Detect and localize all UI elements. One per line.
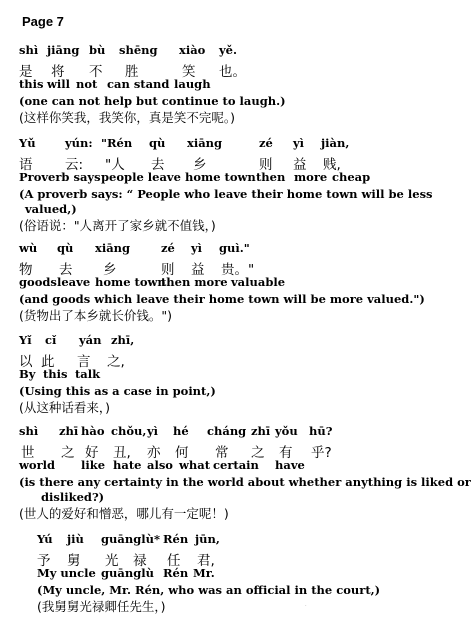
- hanzi-char: 则: [161, 262, 175, 278]
- hanzi-char: 益: [293, 157, 307, 173]
- pinyin-line: [19, 136, 419, 153]
- hanzi-char: 好: [85, 445, 99, 461]
- pinyin-line: [37, 532, 437, 549]
- gloss-word: goods: [19, 275, 57, 289]
- pinyin-line: [19, 424, 419, 441]
- pinyin-word: yì: [191, 241, 203, 255]
- gloss-line: [19, 458, 419, 475]
- pinyin-word: yì: [147, 424, 159, 438]
- pinyin-word: qù: [57, 241, 74, 255]
- english-translation: (Using this as a case in point,): [19, 384, 216, 398]
- hanzi-char: 有: [279, 445, 293, 461]
- gloss-word: Mr.: [193, 566, 215, 580]
- gloss-line: [19, 170, 419, 187]
- gloss-word: not: [76, 77, 98, 91]
- chinese-paraphrase: (货物出了本乡就长价钱。"): [19, 308, 173, 323]
- pinyin-word: zhī: [59, 424, 79, 438]
- pinyin-word: hé: [173, 424, 189, 438]
- hanzi-char: "人: [105, 157, 125, 173]
- sentence-block-1: [19, 43, 419, 126]
- chinese-paraphrase: (从这种话看来，): [19, 400, 111, 415]
- hanzi-char: 贱,: [323, 157, 341, 173]
- hanzi-char: 禄: [133, 553, 147, 569]
- pinyin-word: jiù: [67, 532, 84, 546]
- gloss-word: can stand: [107, 77, 170, 91]
- pinyin-word: zhī: [251, 424, 271, 438]
- hanzi-char: 予: [37, 553, 51, 569]
- gloss-word: My uncle: [37, 566, 96, 580]
- hanzi-char: 之: [61, 445, 75, 461]
- gloss-line: [19, 367, 419, 384]
- pinyin-word: qù: [149, 136, 166, 150]
- pinyin-word: xiāng: [95, 241, 131, 255]
- hanzi-char: 以: [19, 354, 33, 370]
- hanzi-line: [19, 153, 419, 173]
- hanzi-line: [19, 258, 419, 278]
- hanzi-line: [37, 549, 437, 569]
- pinyin-word: guì.": [219, 241, 250, 255]
- hanzi-char: 云:: [65, 157, 84, 173]
- gloss-word: home town: [185, 170, 256, 184]
- pinyin-word: yán: [79, 333, 102, 347]
- scan-mark: ·: [305, 603, 307, 609]
- pinyin-word: shì: [19, 43, 39, 57]
- sentence-block-3: [19, 241, 425, 324]
- pinyin-word: zé: [161, 241, 175, 255]
- gloss-word: also: [147, 458, 173, 472]
- gloss-word: then more: [161, 275, 228, 289]
- gloss-line: [37, 566, 437, 583]
- pinyin-word: jūn,: [195, 532, 220, 546]
- hanzi-char: 何: [175, 445, 189, 461]
- pinyin-word: yǒu: [275, 424, 298, 438]
- pinyin-word: "Rén: [101, 136, 133, 150]
- english-translation-continued: valued,): [25, 202, 77, 216]
- gloss-word: hate: [113, 458, 142, 472]
- pinyin-word: jiàn,: [321, 136, 350, 150]
- gloss-word: talk: [75, 367, 101, 381]
- hanzi-char: 物: [19, 262, 33, 278]
- gloss-word: cheap: [332, 170, 371, 184]
- gloss-word: will: [47, 77, 71, 91]
- hanzi-char: 胜: [125, 64, 139, 80]
- hanzi-char: 言: [77, 354, 91, 370]
- hanzi-char: 去: [59, 262, 73, 278]
- pinyin-word: xiào: [179, 43, 206, 57]
- pinyin-word: wù: [19, 241, 38, 255]
- pinyin-word: hào: [81, 424, 105, 438]
- pinyin-word: Yǔ: [19, 136, 36, 150]
- pinyin-word: zhī,: [111, 333, 135, 347]
- hanzi-char: 舅: [67, 553, 81, 569]
- pinyin-word: zé: [259, 136, 273, 150]
- hanzi-char: 将: [51, 64, 65, 80]
- gloss-word: laugh: [174, 77, 211, 91]
- pinyin-word: cǐ: [45, 333, 57, 347]
- hanzi-char: 是: [19, 64, 33, 80]
- hanzi-char: 贵。": [221, 262, 255, 278]
- gloss-word: world: [19, 458, 56, 472]
- pinyin-word: chǒu,: [111, 424, 147, 438]
- pinyin-line: [19, 333, 419, 350]
- hanzi-char: 益: [191, 262, 205, 278]
- pinyin-word: shēng: [119, 43, 158, 57]
- hanzi-char: 亦: [147, 445, 161, 461]
- pinyin-line: [19, 43, 419, 60]
- chinese-paraphrase: (这样你笑我，我笑你，真是笑不完呢。): [19, 110, 236, 125]
- hanzi-char: 笑: [182, 64, 196, 80]
- gloss-word: then: [256, 170, 286, 184]
- english-translation: (A proverb says: “ People who leave their home town will be less: [19, 187, 433, 201]
- hanzi-line: [19, 441, 419, 461]
- sentence-block-5: [19, 424, 471, 522]
- hanzi-char: 丑,: [113, 445, 131, 461]
- gloss-word: have: [275, 458, 305, 472]
- gloss-word: this: [43, 367, 68, 381]
- sentence-block-2: [19, 136, 433, 234]
- english-translation-continued: disliked?): [41, 490, 105, 504]
- pinyin-word: yún:: [65, 136, 93, 150]
- hanzi-char: 之,: [107, 354, 125, 370]
- hanzi-char: 常: [215, 445, 229, 461]
- pinyin-word: bù: [89, 43, 106, 57]
- gloss-line: [19, 275, 419, 292]
- chinese-paraphrase: (俗语说："人离开了家乡就不值钱，): [19, 218, 216, 233]
- hanzi-char: 不: [89, 64, 103, 80]
- hanzi-line: [19, 350, 419, 370]
- hanzi-char: 乡: [193, 157, 207, 173]
- pinyin-line: [19, 241, 419, 258]
- hanzi-char: 语: [19, 157, 33, 173]
- english-translation: (My uncle, Mr. Rén, who was an official in the court,): [37, 583, 381, 597]
- pinyin-word: hū?: [309, 424, 333, 438]
- pinyin-word: Yú: [37, 532, 53, 546]
- hanzi-char: 任: [167, 553, 181, 569]
- pinyin-word: shì: [19, 424, 39, 438]
- chinese-paraphrase: (世人的爱好和憎恶，哪儿有一定呢！): [19, 506, 229, 521]
- gloss-word: Rén: [163, 566, 189, 580]
- gloss-word: people leave: [101, 170, 181, 184]
- hanzi-char: 此: [41, 354, 55, 370]
- english-translation: (is there any certainty in the world about whether anything is liked or: [19, 475, 471, 489]
- gloss-word: what: [179, 458, 211, 472]
- hanzi-char: 光: [105, 553, 119, 569]
- gloss-word: guānglù: [101, 566, 154, 580]
- gloss-word: By: [19, 367, 36, 381]
- gloss-line: [19, 77, 419, 94]
- pinyin-word: cháng: [207, 424, 247, 438]
- sentence-block-4: [19, 333, 419, 416]
- hanzi-char: 也。: [219, 64, 246, 80]
- hanzi-line: [19, 60, 419, 80]
- hanzi-char: 则: [259, 157, 273, 173]
- page-title: Page 7: [22, 14, 64, 29]
- gloss-word: leave: [57, 275, 91, 289]
- english-translation: (one can not help but continue to laugh.): [19, 94, 286, 108]
- pinyin-word: xiāng: [187, 136, 223, 150]
- gloss-word: Proverb says: [19, 170, 101, 184]
- gloss-word: this: [19, 77, 44, 91]
- pinyin-word: Yǐ: [19, 333, 32, 347]
- gloss-word: like: [81, 458, 106, 472]
- gloss-word: valuable: [231, 275, 286, 289]
- pinyin-word: jiāng: [47, 43, 80, 57]
- hanzi-char: 之: [251, 445, 265, 461]
- pinyin-word: guānglù*: [101, 532, 160, 546]
- hanzi-char: 世: [21, 445, 35, 461]
- hanzi-char: 乎?: [311, 445, 332, 461]
- pinyin-word: yì: [293, 136, 305, 150]
- gloss-word: home town: [95, 275, 166, 289]
- chinese-paraphrase: (我舅舅光禄卿任先生，): [37, 599, 166, 614]
- gloss-word: more: [294, 170, 328, 184]
- pinyin-word: Rén: [163, 532, 189, 546]
- english-translation: (and goods which leave their home town will be more valued."): [19, 292, 425, 306]
- hanzi-char: 去: [151, 157, 165, 173]
- gloss-word: certain: [213, 458, 259, 472]
- hanzi-char: 君,: [197, 553, 215, 569]
- hanzi-char: 乡: [103, 262, 117, 278]
- sentence-block-6: [37, 532, 437, 615]
- pinyin-word: yě.: [219, 43, 238, 57]
